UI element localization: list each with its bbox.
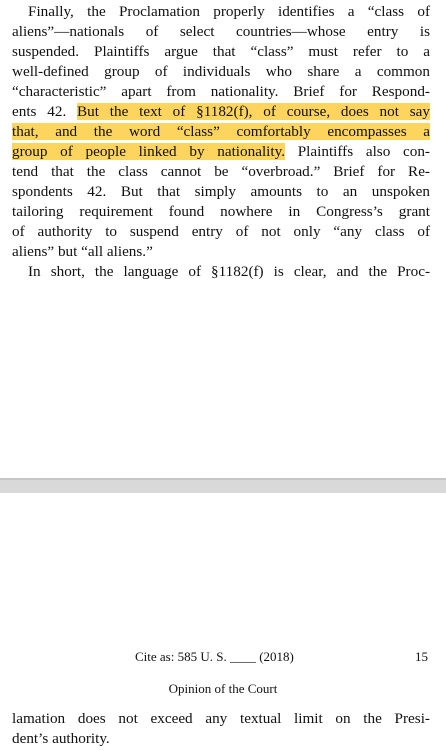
line-text: tailoring requirement found nowhere in Congress’s grant — [12, 203, 430, 220]
body-text-bottom — [12, 709, 430, 749]
page-separator-edge — [0, 478, 446, 480]
page-separator — [0, 478, 446, 493]
line-text: spondents 42. But that simply amounts to an unspoken — [12, 183, 430, 200]
highlighted-text: But the text of §1182(f), of course, does not say — [77, 103, 430, 120]
line-text: lamation does not exceed any textual limit on the Presi- — [12, 710, 430, 727]
line-text: aliens”—nationals of select countries—whose entry is — [12, 23, 430, 40]
text-line — [12, 222, 430, 242]
line-text: In short, the language of §1182(f) is clear, and the Proc- — [28, 263, 430, 280]
line-text: well-defined group of individuals who share a common — [12, 63, 430, 80]
line-text: Plaintiffs also con- — [285, 143, 430, 160]
text-line — [12, 122, 430, 142]
text-line — [12, 102, 430, 122]
line-text: aliens” but “all aliens.” — [12, 243, 153, 260]
text-line — [12, 82, 430, 102]
text-line — [12, 202, 430, 222]
page-bottom — [0, 493, 446, 750]
line-text: of authority to suspend entry of not only “any class of — [12, 223, 430, 240]
text-line — [12, 262, 430, 282]
citation: Cite as: 585 U. S. ____ (2018) — [135, 649, 294, 664]
text-line — [12, 182, 430, 202]
text-line — [12, 22, 430, 42]
line-text: suspended. Plaintiffs argue that “class” must refer to a — [12, 43, 430, 60]
page-number: 15 — [415, 649, 428, 664]
line-text: “characteristic” apart from nationality. Brief for Respond- — [12, 83, 430, 100]
text-line — [12, 242, 430, 262]
text-line — [12, 162, 430, 182]
text-line — [12, 2, 430, 22]
highlighted-text: that, and the word “class” comfortably encompasses a — [12, 123, 430, 140]
line-text: Finally, the Proclamation properly identifies a “class of — [28, 3, 430, 20]
running-title: Opinion of the Court — [168, 681, 278, 696]
text-line — [12, 729, 430, 749]
text-line — [12, 42, 430, 62]
line-text: dent’s authority. — [12, 730, 110, 747]
text-line — [12, 709, 430, 729]
text-line — [12, 62, 430, 82]
line-text: tend that the class cannot be “overbroad.” Brief for Re- — [12, 163, 430, 180]
highlighted-text: group of people linked by nationality. — [12, 143, 286, 160]
line-text: ents 42. — [12, 103, 78, 120]
text-line — [12, 142, 430, 162]
body-text-top — [12, 2, 430, 282]
